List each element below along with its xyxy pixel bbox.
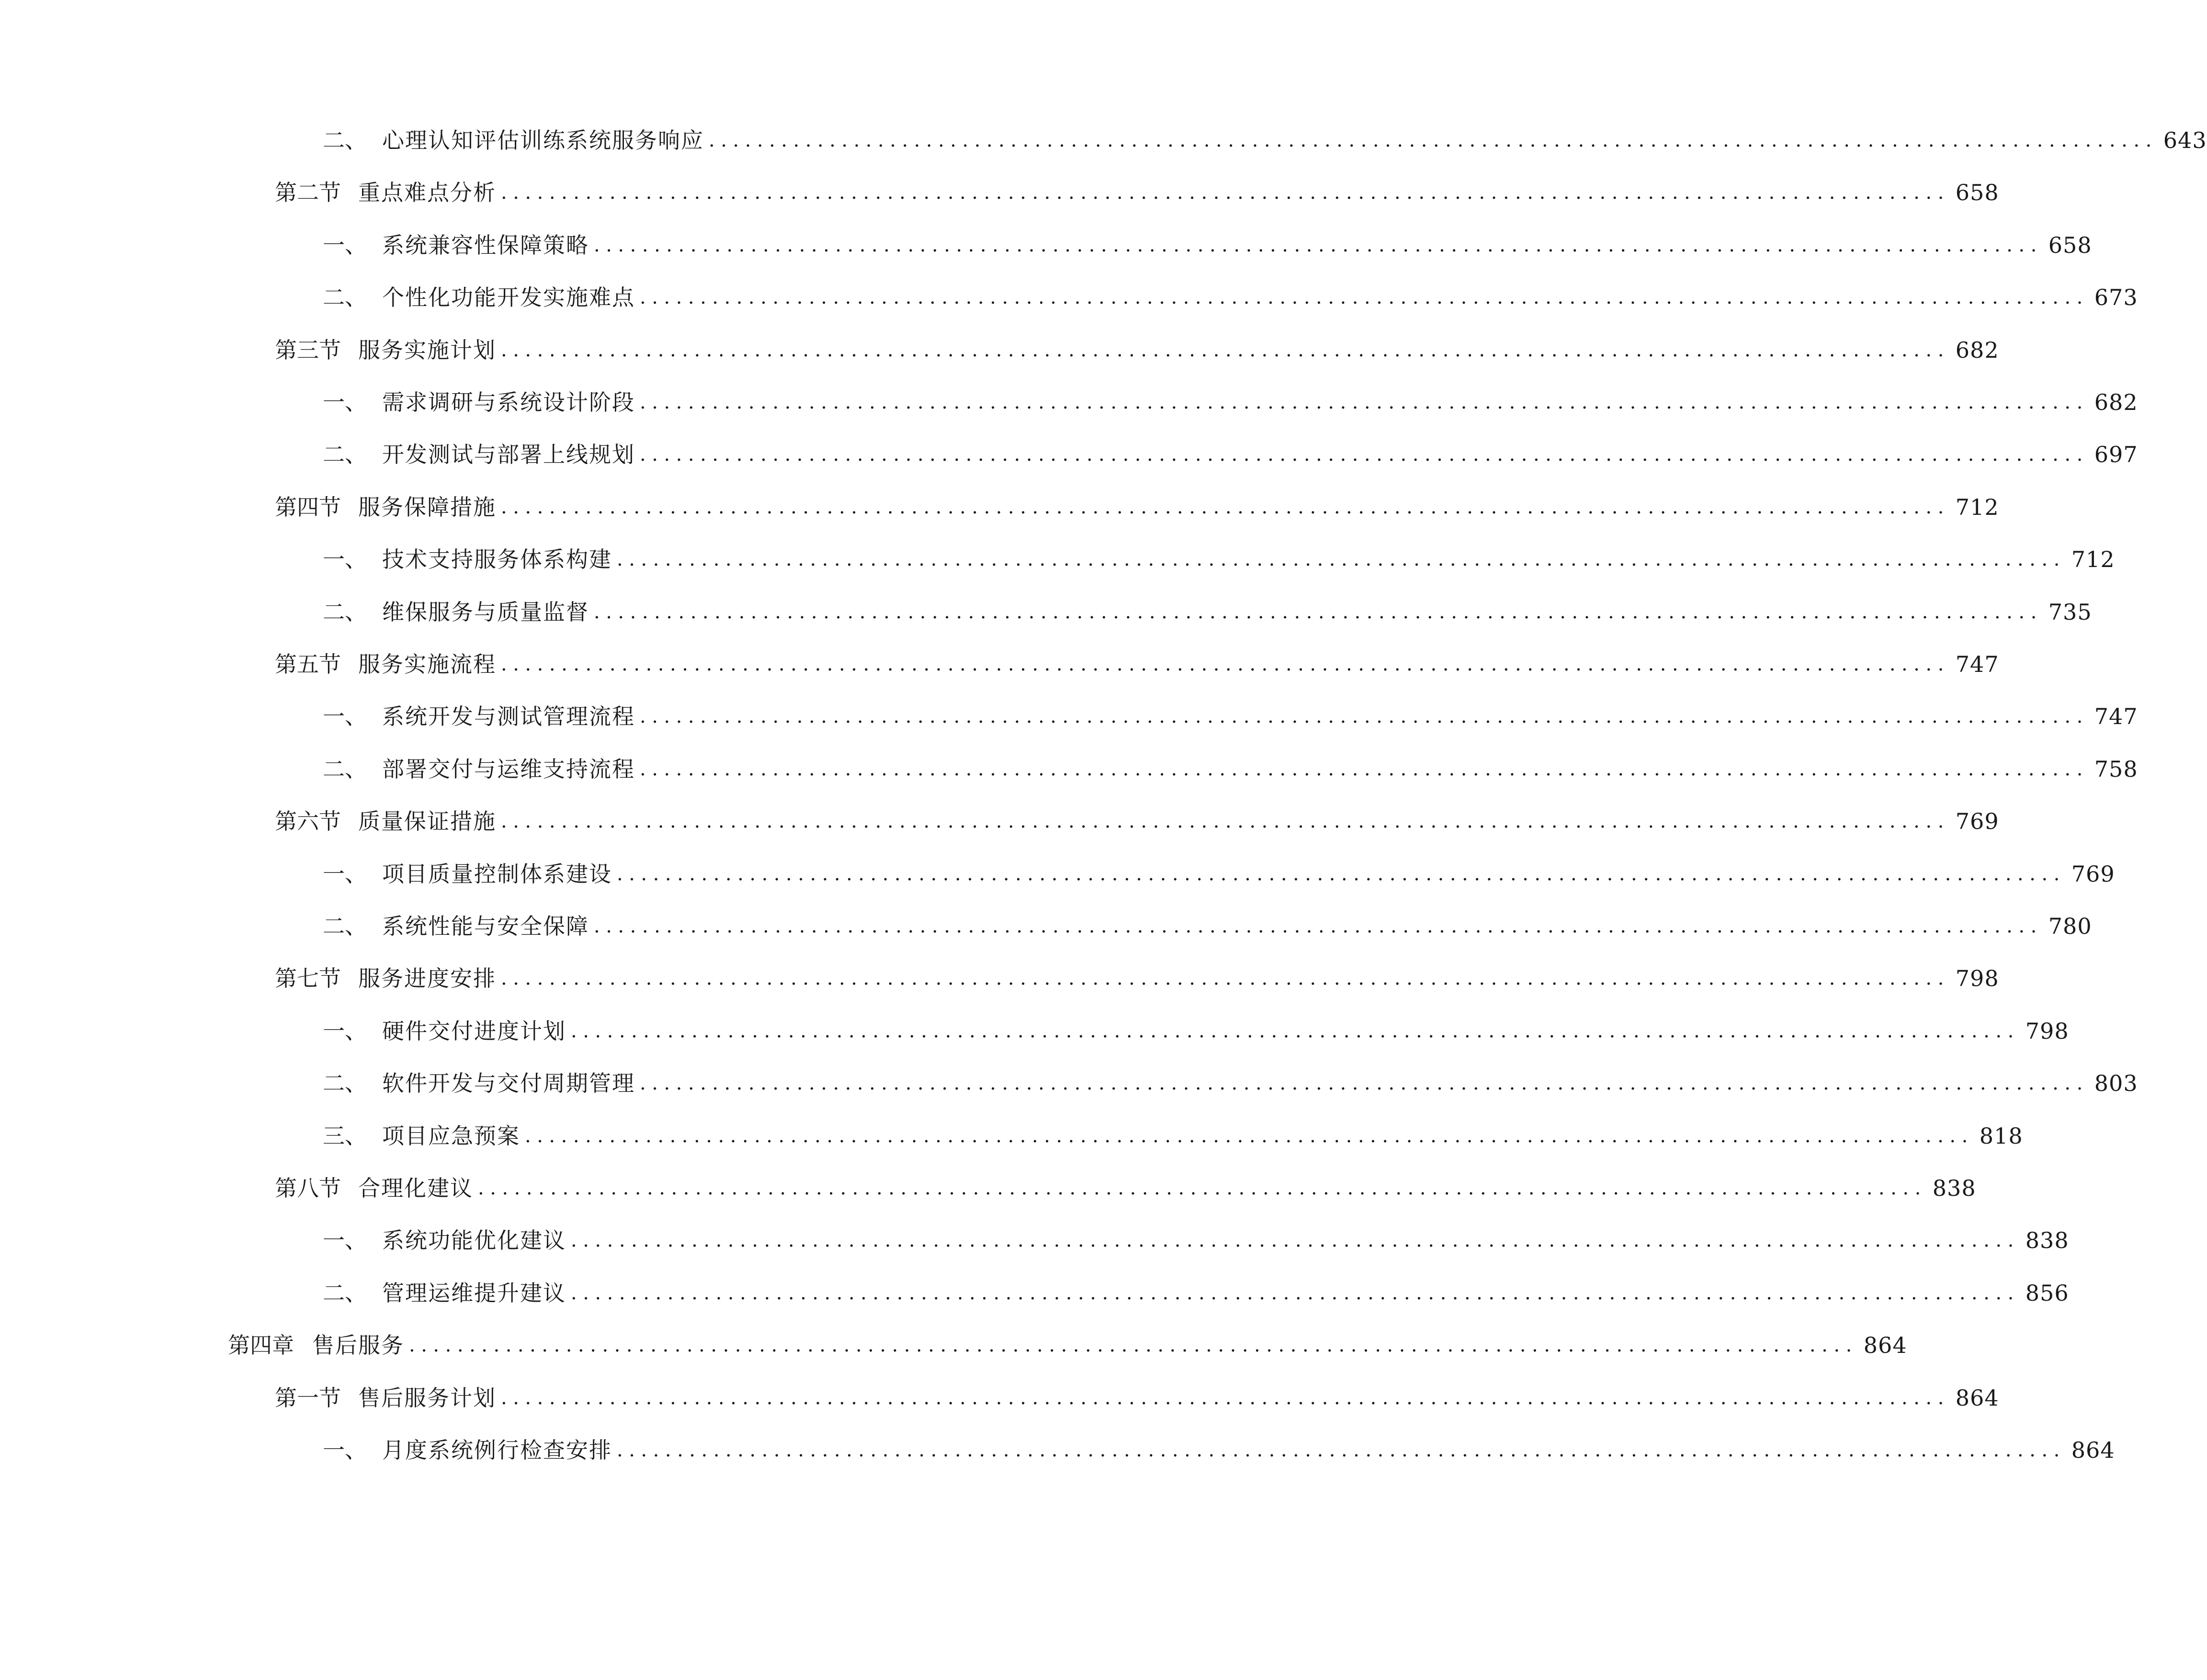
- toc-dot-leader: ........................................................................................................................: [617, 863, 2066, 885]
- toc-entry-item[interactable]: [323, 226, 2092, 264]
- toc-entry-number: 第八节: [275, 1175, 341, 1201]
- toc-entry-title: 个性化功能开发实施难点: [382, 284, 635, 310]
- toc-page-number: 864: [2071, 1437, 2115, 1463]
- toc-entry-title: 项目应急预案: [382, 1123, 520, 1149]
- toc-dot-leader: ........................................................................................................................: [640, 1072, 2089, 1094]
- toc-entry-number: 一、: [323, 389, 367, 415]
- toc-dot-leader: ........................................................................................................................: [525, 1125, 1974, 1147]
- toc-page-number: 818: [1979, 1123, 2023, 1149]
- toc-entry-title: 心理认知评估训练系统服务响应: [382, 127, 704, 153]
- toc-entry-number: 第四章: [228, 1332, 294, 1358]
- toc-entry-section[interactable]: [275, 488, 1999, 526]
- toc-entry-section[interactable]: [275, 802, 1999, 840]
- toc-entry-item[interactable]: [323, 540, 2115, 579]
- toc-page-number: 658: [1955, 180, 1999, 205]
- toc-page-number: 712: [1955, 494, 1999, 520]
- toc-entry-title: 重点难点分析: [358, 180, 496, 205]
- toc-page-number: 712: [2071, 546, 2115, 572]
- toc-entry-number: 一、: [323, 861, 367, 887]
- toc-entry-item[interactable]: [323, 1064, 2138, 1102]
- toc-page-number: 798: [2025, 1018, 2069, 1044]
- toc-entry-number: 第一节: [275, 1385, 341, 1411]
- toc-dot-leader: ........................................................................................................................: [501, 496, 1950, 518]
- toc-entry-number: 二、: [323, 599, 367, 625]
- toc-entry-item[interactable]: [323, 1012, 2069, 1050]
- toc-page-number: 747: [1955, 651, 1999, 677]
- toc-entry-number: 第四节: [275, 494, 341, 520]
- toc-entry-chapter[interactable]: [228, 1326, 1907, 1364]
- toc-page-number: 758: [2094, 756, 2138, 782]
- toc-entry-number: 一、: [323, 546, 367, 572]
- toc-dot-leader: ........................................................................................................................: [640, 391, 2089, 413]
- toc-entry-section[interactable]: [275, 959, 1999, 998]
- toc-dot-leader: ........................................................................................................................: [594, 915, 2043, 937]
- toc-page-number: 856: [2025, 1280, 2069, 1306]
- toc-entry-title: 管理运维提升建议: [382, 1280, 566, 1306]
- toc-entry-number: 一、: [323, 1437, 367, 1463]
- toc-dot-leader: ........................................................................................................................: [640, 758, 2089, 780]
- toc-page-number: 864: [1955, 1385, 1999, 1411]
- toc-page-number: 747: [2094, 704, 2138, 729]
- toc-entry-section[interactable]: [275, 173, 1999, 212]
- toc-entry-title: 售后服务计划: [358, 1385, 496, 1411]
- toc-entry-title: 合理化建议: [358, 1175, 473, 1201]
- toc-dot-leader: ........................................................................................................................: [571, 1020, 2020, 1042]
- toc-entry-title: 软件开发与交付周期管理: [382, 1070, 635, 1096]
- toc-dot-leader: ........................................................................................................................: [640, 443, 2089, 465]
- toc-entry-number: 第七节: [275, 965, 341, 991]
- toc-dot-leader: ........................................................................................................................: [501, 182, 1950, 204]
- toc-entry-item[interactable]: [323, 907, 2092, 945]
- toc-entry-number: 二、: [323, 1070, 367, 1096]
- toc-entry-number: 二、: [323, 913, 367, 939]
- toc-dot-leader: ........................................................................................................................: [501, 1387, 1950, 1409]
- toc-dot-leader: ........................................................................................................................: [571, 1229, 2020, 1251]
- toc-entry-item[interactable]: [323, 121, 2207, 159]
- toc-page-number: 864: [1863, 1332, 1907, 1358]
- toc-entry-number: 二、: [323, 284, 367, 310]
- toc-dot-leader: ........................................................................................................................: [709, 129, 2158, 151]
- toc-entry-title: 部署交付与运维支持流程: [382, 756, 635, 782]
- toc-entry-section[interactable]: [275, 1169, 1976, 1207]
- toc-entry-item[interactable]: [323, 593, 2092, 631]
- toc-entry-number: 第六节: [275, 808, 341, 834]
- toc-entry-number: 一、: [323, 1018, 367, 1044]
- toc-entry-title: 开发测试与部署上线规划: [382, 442, 635, 467]
- toc-dot-leader: ........................................................................................................................: [594, 234, 2043, 256]
- toc-dot-leader: ........................................................................................................................: [617, 1439, 2066, 1461]
- toc-dot-leader: ........................................................................................................................: [617, 548, 2066, 570]
- toc-entry-title: 系统开发与测试管理流程: [382, 704, 635, 729]
- toc-page-number: 803: [2094, 1070, 2138, 1096]
- toc-entry-number: 第五节: [275, 651, 341, 677]
- toc-entry-number: 一、: [323, 232, 367, 258]
- toc-page-number: 838: [1932, 1175, 1976, 1201]
- toc-entry-title: 月度系统例行检查安排: [382, 1437, 612, 1463]
- toc-entry-item[interactable]: [323, 435, 2138, 474]
- toc-entry-section[interactable]: [275, 645, 1999, 683]
- toc-entry-item[interactable]: [323, 697, 2138, 736]
- toc-dot-leader: ........................................................................................................................: [501, 810, 1950, 832]
- toc-entry-item[interactable]: [323, 1221, 2069, 1260]
- toc-page-number: 643: [2163, 127, 2207, 153]
- toc-page-number: 838: [2025, 1227, 2069, 1253]
- toc-entry-title: 系统功能优化建议: [382, 1227, 566, 1253]
- toc-dot-leader: ........................................................................................................................: [501, 967, 1950, 989]
- toc-entry-item[interactable]: [323, 1117, 2023, 1155]
- toc-page-number: 682: [2094, 389, 2138, 415]
- toc-entry-title: 系统兼容性保障策略: [382, 232, 589, 258]
- toc-page-number: 697: [2094, 442, 2138, 467]
- toc-entry-title: 服务保障措施: [358, 494, 496, 520]
- toc-entry-number: 三、: [323, 1123, 367, 1149]
- toc-entry-item[interactable]: [323, 383, 2138, 421]
- toc-dot-leader: ........................................................................................................................: [501, 339, 1950, 361]
- toc-dot-leader: ........................................................................................................................: [640, 705, 2089, 727]
- toc-entry-title: 服务进度安排: [358, 965, 496, 991]
- toc-page-number: 798: [1955, 965, 1999, 991]
- toc-entry-title: 服务实施流程: [358, 651, 496, 677]
- toc-entry-title: 系统性能与安全保障: [382, 913, 589, 939]
- toc-page-number: 769: [2071, 861, 2115, 887]
- toc-entry-title: 维保服务与质量监督: [382, 599, 589, 625]
- toc-entry-section[interactable]: [275, 331, 1999, 369]
- toc-entry-number: 二、: [323, 127, 367, 153]
- toc-entry-number: 二、: [323, 1280, 367, 1306]
- toc-dot-leader: ........................................................................................................................: [640, 286, 2089, 308]
- toc-entry-item[interactable]: [323, 855, 2115, 893]
- toc-entry-number: 一、: [323, 1227, 367, 1253]
- toc-entry-title: 售后服务: [312, 1332, 404, 1358]
- toc-entry-title: 质量保证措施: [358, 808, 496, 834]
- toc-entry-item[interactable]: [323, 278, 2138, 317]
- toc-entry-item[interactable]: [323, 750, 2138, 788]
- toc-entry-number: 第三节: [275, 337, 341, 363]
- toc-entry-title: 技术支持服务体系构建: [382, 546, 612, 572]
- toc-entry-title: 项目质量控制体系建设: [382, 861, 612, 887]
- toc-entry-item[interactable]: [323, 1274, 2069, 1312]
- toc-dot-leader: ........................................................................................................................: [501, 653, 1950, 675]
- toc-entry-number: 一、: [323, 704, 367, 729]
- toc-entry-number: 第二节: [275, 180, 341, 205]
- toc-dot-leader: ........................................................................................................................: [594, 601, 2043, 623]
- toc-entry-title: 需求调研与系统设计阶段: [382, 389, 635, 415]
- toc-entry-title: 硬件交付进度计划: [382, 1018, 566, 1044]
- toc-page-number: 658: [2048, 232, 2092, 258]
- toc-page-number: 769: [1955, 808, 1999, 834]
- toc-entry-section[interactable]: [275, 1379, 1999, 1417]
- toc-dot-leader: ........................................................................................................................: [409, 1334, 1858, 1356]
- toc-page-number: 780: [2048, 913, 2092, 939]
- toc-dot-leader: ........................................................................................................................: [571, 1282, 2020, 1304]
- toc-entry-number: 二、: [323, 442, 367, 467]
- toc-entry-number: 二、: [323, 756, 367, 782]
- toc-page-number: 682: [1955, 337, 1999, 363]
- toc-page-number: 673: [2094, 284, 2138, 310]
- toc-entry-item[interactable]: [323, 1431, 2115, 1469]
- toc-entry-title: 服务实施计划: [358, 337, 496, 363]
- toc-dot-leader: ........................................................................................................................: [478, 1177, 1927, 1199]
- toc-page-number: 735: [2048, 599, 2092, 625]
